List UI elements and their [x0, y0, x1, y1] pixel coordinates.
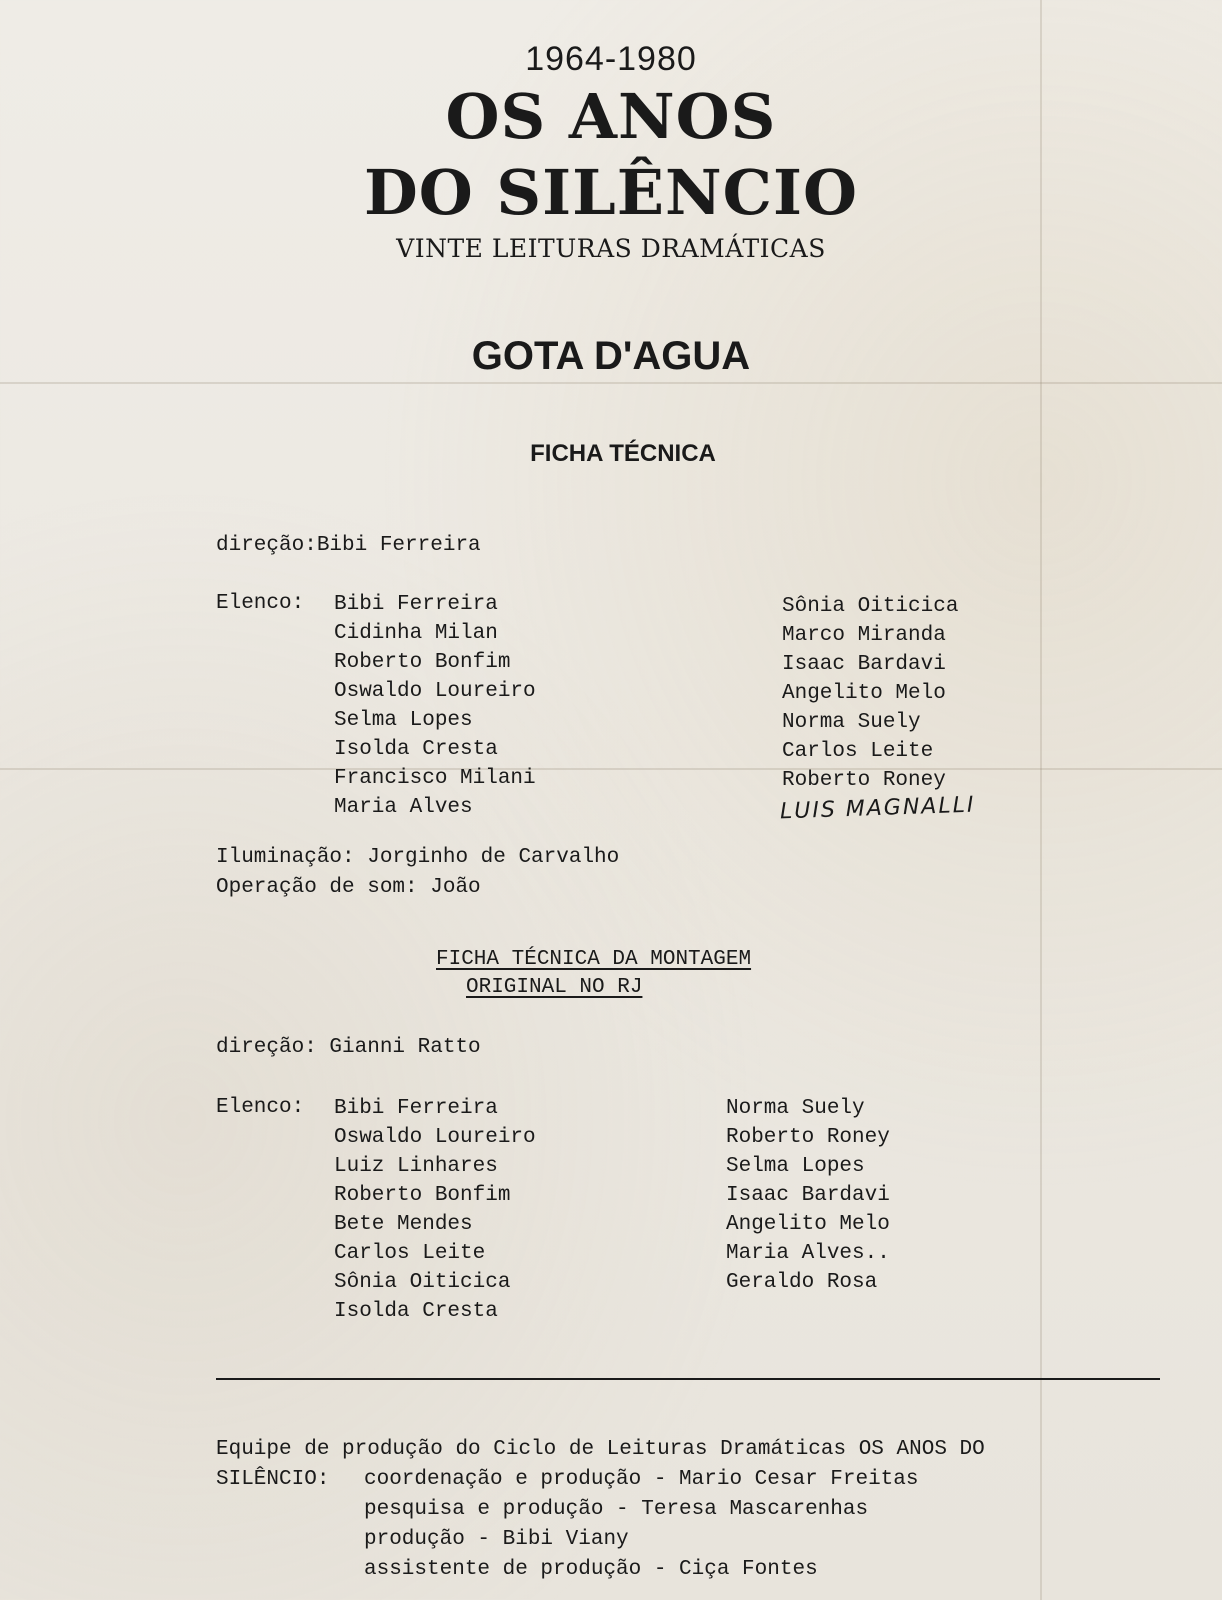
title-line-1: OS ANOS — [445, 80, 777, 153]
handwritten-cast-addition: LUIS MAGNALLI — [779, 792, 976, 825]
cast-member: Sônia Oiticica — [782, 595, 959, 618]
cast-member: Roberto Bonfim — [334, 1184, 511, 1207]
cast-member: Oswaldo Loureiro — [334, 1126, 536, 1149]
sound-credit: Operação de som: João — [216, 876, 481, 899]
play-title: GOTA D'AGUA — [471, 334, 751, 378]
ficha-tecnica-title: FICHA TÉCNICA — [530, 440, 716, 467]
original-cast-label: Elenco: — [216, 1096, 305, 1119]
original-title-line-1: FICHA TÉCNICA DA MONTAGEM — [436, 948, 752, 971]
cast-member: Maria Alves — [334, 796, 473, 819]
divider-rule — [216, 1378, 1160, 1380]
years: 1964-1980 — [525, 40, 697, 78]
cast-member: Norma Suely — [726, 1097, 865, 1120]
lighting-credit: Iluminação: Jorginho de Carvalho — [216, 846, 620, 869]
cast-member: Isolda Cresta — [334, 738, 498, 761]
cast-member: Cidinha Milan — [334, 622, 498, 645]
production-line-2: coordenação e produção - Mario Cesar Freitas — [364, 1468, 919, 1491]
production-line-5: assistente de produção - Ciça Fontes — [364, 1558, 818, 1581]
cast-member: Angelito Melo — [782, 682, 946, 705]
cast-member: Selma Lopes — [334, 709, 473, 732]
cast-member: Roberto Bonfim — [334, 651, 511, 674]
cast-member: Isaac Bardavi — [782, 653, 946, 676]
reading-direction: direção:Bibi Ferreira — [216, 534, 481, 557]
original-title-line-2: ORIGINAL NO RJ — [466, 976, 643, 999]
subtitle: VINTE LEITURAS DRAMÁTICAS — [396, 234, 826, 263]
cast-member: Isaac Bardavi — [726, 1184, 890, 1207]
production-line-4: produção - Bibi Viany — [364, 1528, 629, 1551]
production-line-3: pesquisa e produção - Teresa Mascarenhas — [364, 1498, 869, 1521]
cast-member: Bibi Ferreira — [334, 593, 498, 616]
cast-member: Maria Alves.. — [726, 1242, 890, 1265]
cast-member: Geraldo Rosa — [726, 1271, 878, 1294]
production-line-1: Equipe de produção do Ciclo de Leituras Dramáticas OS ANOS DO — [216, 1438, 985, 1461]
paper-fold — [0, 768, 1222, 770]
cast-member: Sônia Oiticica — [334, 1271, 511, 1294]
reading-cast-label: Elenco: — [216, 592, 305, 615]
cast-member: Bibi Ferreira — [334, 1097, 498, 1120]
reading-cast-left — [334, 590, 536, 822]
cast-member: Bete Mendes — [334, 1213, 473, 1236]
cast-member: Carlos Leite — [782, 740, 934, 763]
original-direction: direção: Gianni Ratto — [216, 1036, 481, 1059]
cast-member: Carlos Leite — [334, 1242, 486, 1265]
cast-member: Selma Lopes — [726, 1155, 865, 1178]
original-cast-right — [726, 1094, 890, 1297]
cast-member: Angelito Melo — [726, 1213, 890, 1236]
cast-member: Marco Miranda — [782, 624, 946, 647]
cast-member: Francisco Milani — [334, 767, 536, 790]
cast-member: Oswaldo Loureiro — [334, 680, 536, 703]
cast-member: Luiz Linhares — [334, 1155, 498, 1178]
cast-member: Norma Suely — [782, 711, 921, 734]
cast-member: Roberto Roney — [782, 769, 946, 792]
title-line-2: DO SILÊNCIO — [363, 156, 858, 229]
production-label: SILÊNCIO: — [216, 1468, 330, 1491]
paper-fold — [0, 382, 1222, 384]
reading-cast-right — [782, 592, 958, 795]
cast-member: Isolda Cresta — [334, 1300, 498, 1323]
cast-member: Roberto Roney — [726, 1126, 890, 1149]
original-cast-left — [334, 1094, 536, 1326]
